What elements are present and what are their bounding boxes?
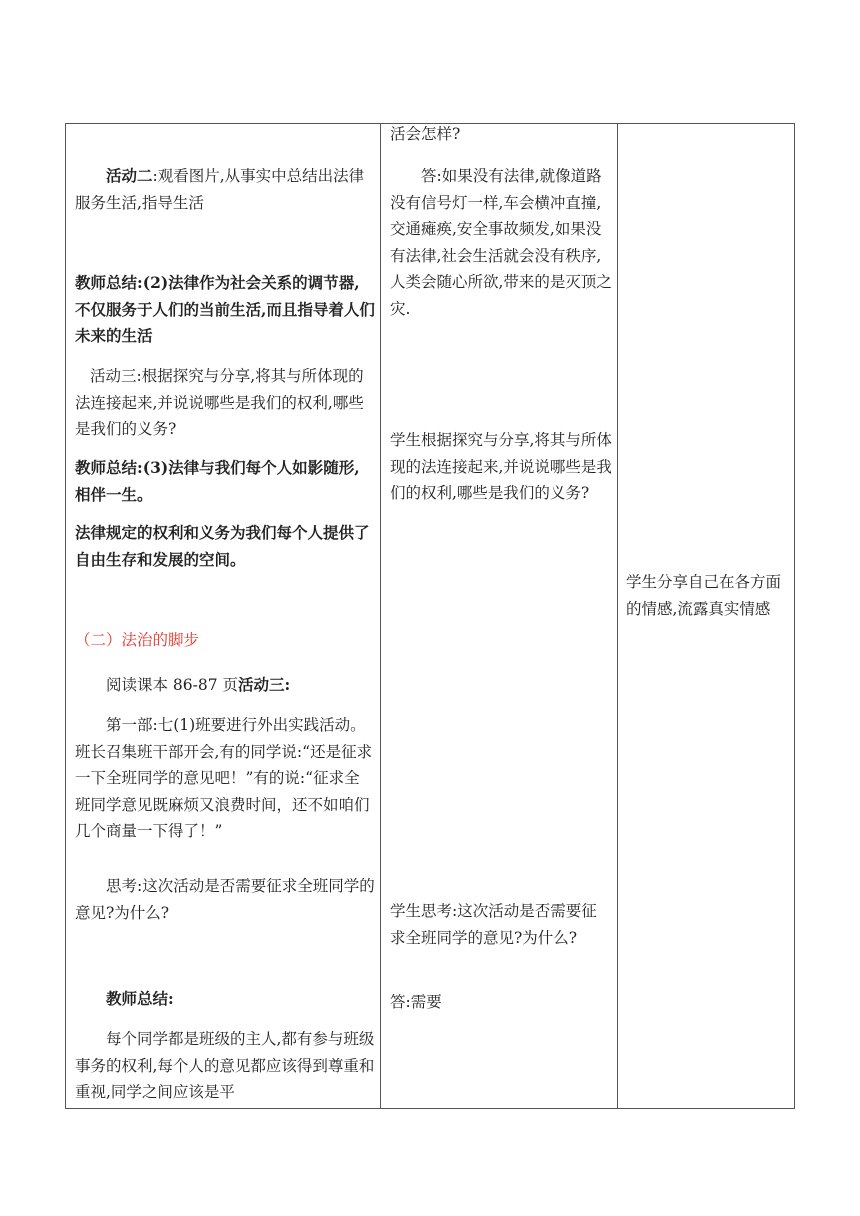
teacher-summary-label: 教师总结: [106,989,174,1008]
rights-duties-paragraph: 法律规定的权利和义务为我们每个人提供了自由生存和发展的空间。 [75,523,370,569]
activity-three-paragraph: 活动三:根据探究与分享,将其与所体现的法连接起来,并说说哪些是我们的权利,哪些是我们的义务? [75,367,364,438]
summary-text: (3)法律与我们每个人如影随形,相伴一生。 [75,458,360,504]
teacher-summary-paragraph: 每个同学都是班级的主人,都有参与班级事务的权利,每个人的意见都应该得到尊重和重视,同学之间应该是平 [75,1030,375,1101]
teacher-summary-two [75,270,375,350]
student-think-paragraph: 学生思考:这次活动是否需要征求全班同学的意见?为什么? [390,902,597,947]
summary-text: (2)法律作为社会关系的调节器,不仅服务于人们的当前生活,而且指导着人们未来的生活 [75,273,375,345]
reading-instruction [75,672,375,699]
activity-two-text: :观看图片,从事实中总结出法律服务生活,指导生活 [75,167,365,212]
answer-short: 答:需要 [390,993,442,1011]
lesson-table [65,123,795,1109]
continued-question-fragment: 活会怎样? [390,125,461,143]
think-question: 思考:这次活动是否需要征求全班同学的意见?为什么? [75,877,375,922]
answer-paragraph: 答:如果没有法律,就像道路没有信号灯一样,车会横冲直撞,交通瘫痪,安全事故频发,如果没有法律,社会生活就会没有秩序,人类会随心所欲,带来的是灭顶之灾. [390,167,612,318]
student-activity-column [390,124,612,1108]
teacher-activity-column [75,124,375,1108]
reading-activity-label: 活动三: [238,675,291,694]
reading-prefix: 阅读课本 86-87 页 [106,676,239,694]
column-divider [380,124,381,1108]
activity-two-label: 活动二 [106,166,153,185]
activity-two-paragraph [75,163,375,216]
scene-paragraph: 第一部:七(1)班要进行外出实践活动。班长召集班干部开会,有的同学说:“还是征求一下全班同学的意见吧！”有的说:“征求全班同学意见既麻烦又浪费时间，还不如咱们几个商量一下得了！” [75,716,373,840]
teacher-summary-three [75,455,375,508]
section-heading: （二）法治的脚步 [75,631,200,649]
column-divider [617,124,618,1108]
student-share-paragraph: 学生根据探究与分享,将其与所体现的法连接起来,并说说哪些是我们的权利,哪些是我们的义务? [390,431,612,502]
summary-label: 教师总结: [75,273,143,292]
summary-label: 教师总结: [75,458,143,477]
design-intent-column [626,124,792,1108]
design-intent-paragraph: 学生分享自己在各方面的情感,流露真实情感 [626,573,782,618]
